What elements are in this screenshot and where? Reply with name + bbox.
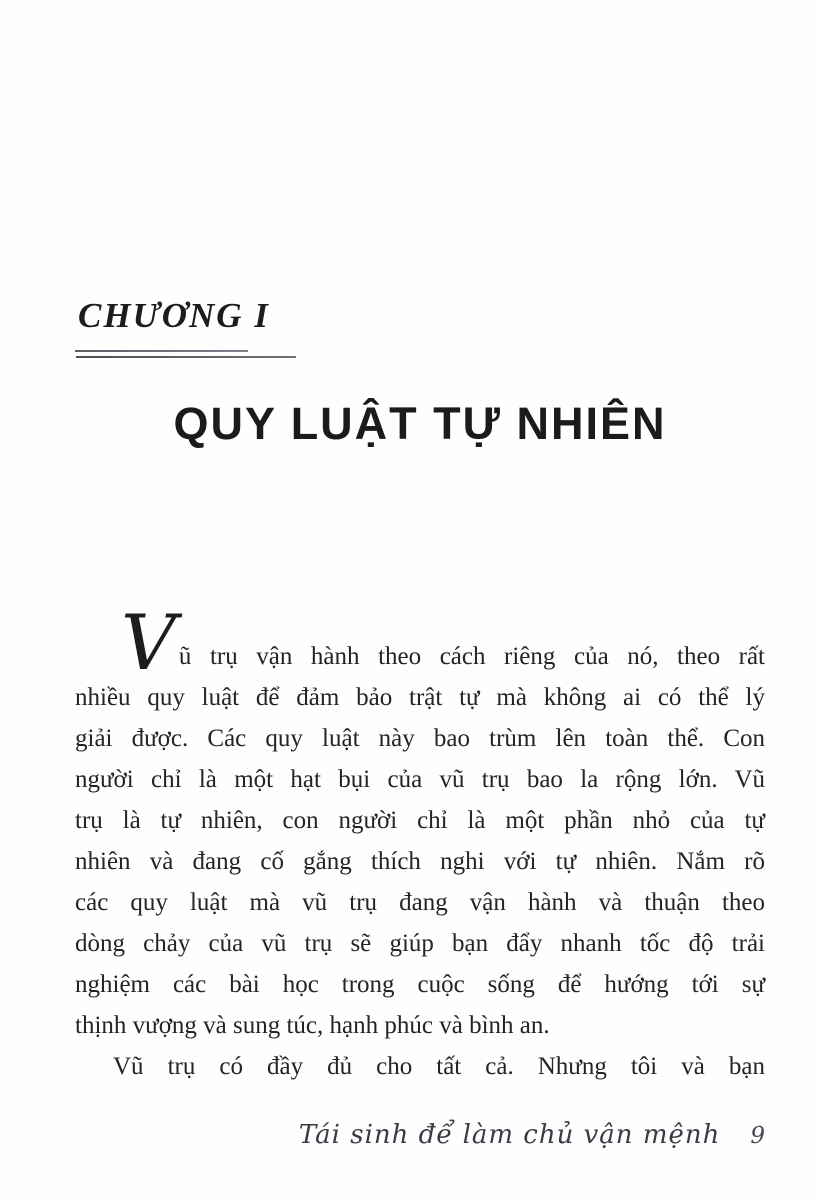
drop-cap-initial: V <box>121 598 176 687</box>
text-line: người chỉ là một hạt bụi của vũ trụ bao la rộng lớn. Vũ <box>75 766 765 793</box>
chapter-title: QUY LUẬT TỰ NHIÊN <box>173 398 667 449</box>
text-line: nhiên và đang cố gắng thích nghi với tự nhiên. Nắm rõ <box>75 848 765 875</box>
running-footer <box>299 1120 765 1150</box>
text-line: trụ là tự nhiên, con người chỉ là một phần nhỏ của tự <box>75 807 765 834</box>
text-line: giải được. Các quy luật này bao trùm lên toàn thể. Con <box>75 725 765 752</box>
chapter-divider-bottom <box>76 356 296 358</box>
text-line <box>75 598 765 687</box>
text-line: Vũ trụ có đầy đủ cho tất cả. Nhưng tôi và bạn <box>113 1053 765 1080</box>
text-line: các quy luật mà vũ trụ đang vận hành và thuận theo <box>75 889 765 916</box>
text-line: nghiệm các bài học trong cuộc sống để hướng tới sự <box>75 971 765 998</box>
body-text <box>75 598 765 1087</box>
footer-running-title: Tái sinh để làm chủ vận mệnh <box>298 1120 721 1150</box>
chapter-label: CHƯƠNG I <box>78 296 270 335</box>
text-line: dòng chảy của vũ trụ sẽ giúp bạn đẩy nhanh tốc độ trải <box>75 930 765 957</box>
chapter-divider-top <box>75 350 248 352</box>
text-line-content: ũ trụ vận hành theo cách riêng của nó, theo rất <box>178 643 765 670</box>
footer-page-number: 9 <box>750 1123 765 1149</box>
text-line: thịnh vượng và sung túc, hạnh phúc và bình an. <box>75 1012 550 1039</box>
text-line: nhiều quy luật để đảm bảo trật tự mà không ai có thể lý <box>75 684 765 711</box>
